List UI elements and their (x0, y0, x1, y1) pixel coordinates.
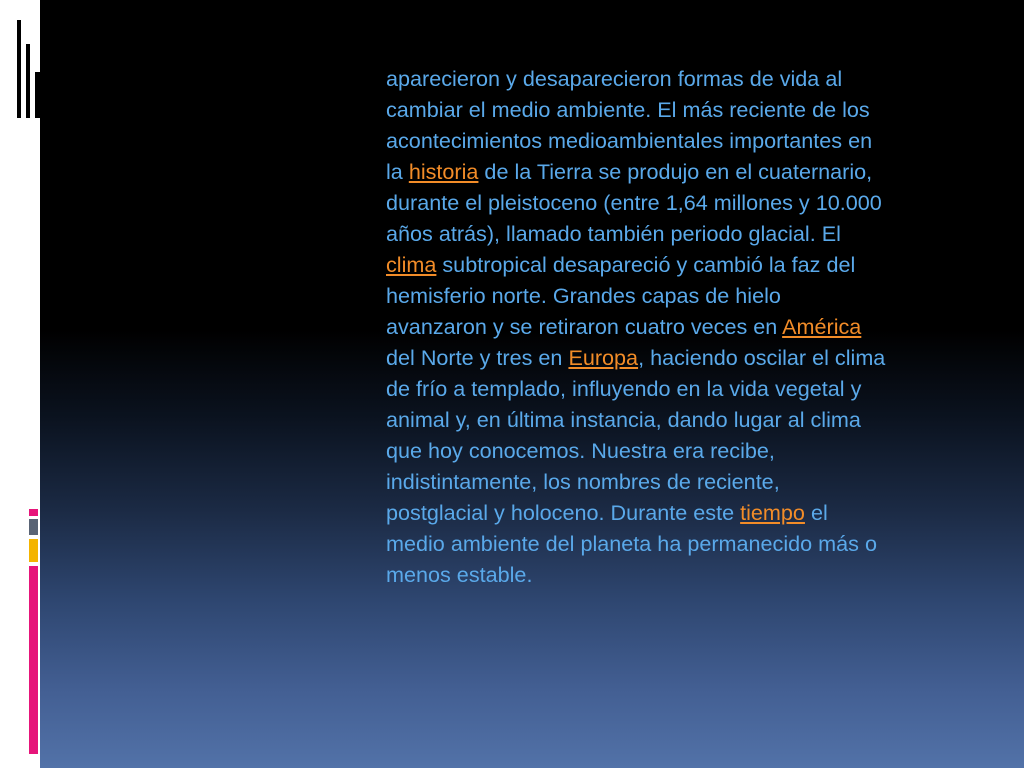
body-paragraph (386, 63, 886, 590)
link-historia[interactable]: historia (408, 159, 479, 184)
side-decoration-panel (0, 0, 40, 768)
decorative-line (17, 20, 21, 118)
accent-bar-orange (29, 539, 38, 562)
accent-bar-pink-long (29, 566, 38, 754)
text-segment: , haciendo oscilar el clima de frío a templado, influyendo en la vida vegetal y animal y, en última instancia, dando lugar al clima que hoy conocemos. Nuestra era recibe, indistintamente, los nombres de reciente, postglacial y holoceno. Durante este (386, 345, 886, 525)
text-segment: aparecieron y desaparecieron formas de vida al cambiar el medio ambiente. El más reciente de los acontecimientos medioambientales importantes en la (386, 66, 873, 184)
link-america[interactable]: América (782, 314, 862, 339)
text-segment: de la Tierra se produjo en el cuaternario, durante el pleistoceno (entre 1,64 millones y 10.000 años atrás), llamado también periodo glacial. El (386, 159, 882, 246)
link-europa[interactable]: Europa (568, 345, 639, 370)
accent-bar-gray (29, 519, 38, 535)
decorative-line (35, 72, 40, 118)
text-segment: subtropical desapareció y cambió la faz del hemisferio norte. Grandes capas de hielo avanzaron y se retiraron cuatro veces en (386, 252, 856, 339)
link-tiempo[interactable]: tiempo (740, 500, 805, 525)
decorative-line (26, 44, 30, 118)
text-segment: el medio ambiente del planeta ha permanecido más o menos estable. (386, 500, 877, 587)
link-clima[interactable]: clima (386, 252, 437, 277)
accent-bar-pink (29, 509, 38, 516)
text-segment: del Norte y tres en (386, 345, 569, 370)
